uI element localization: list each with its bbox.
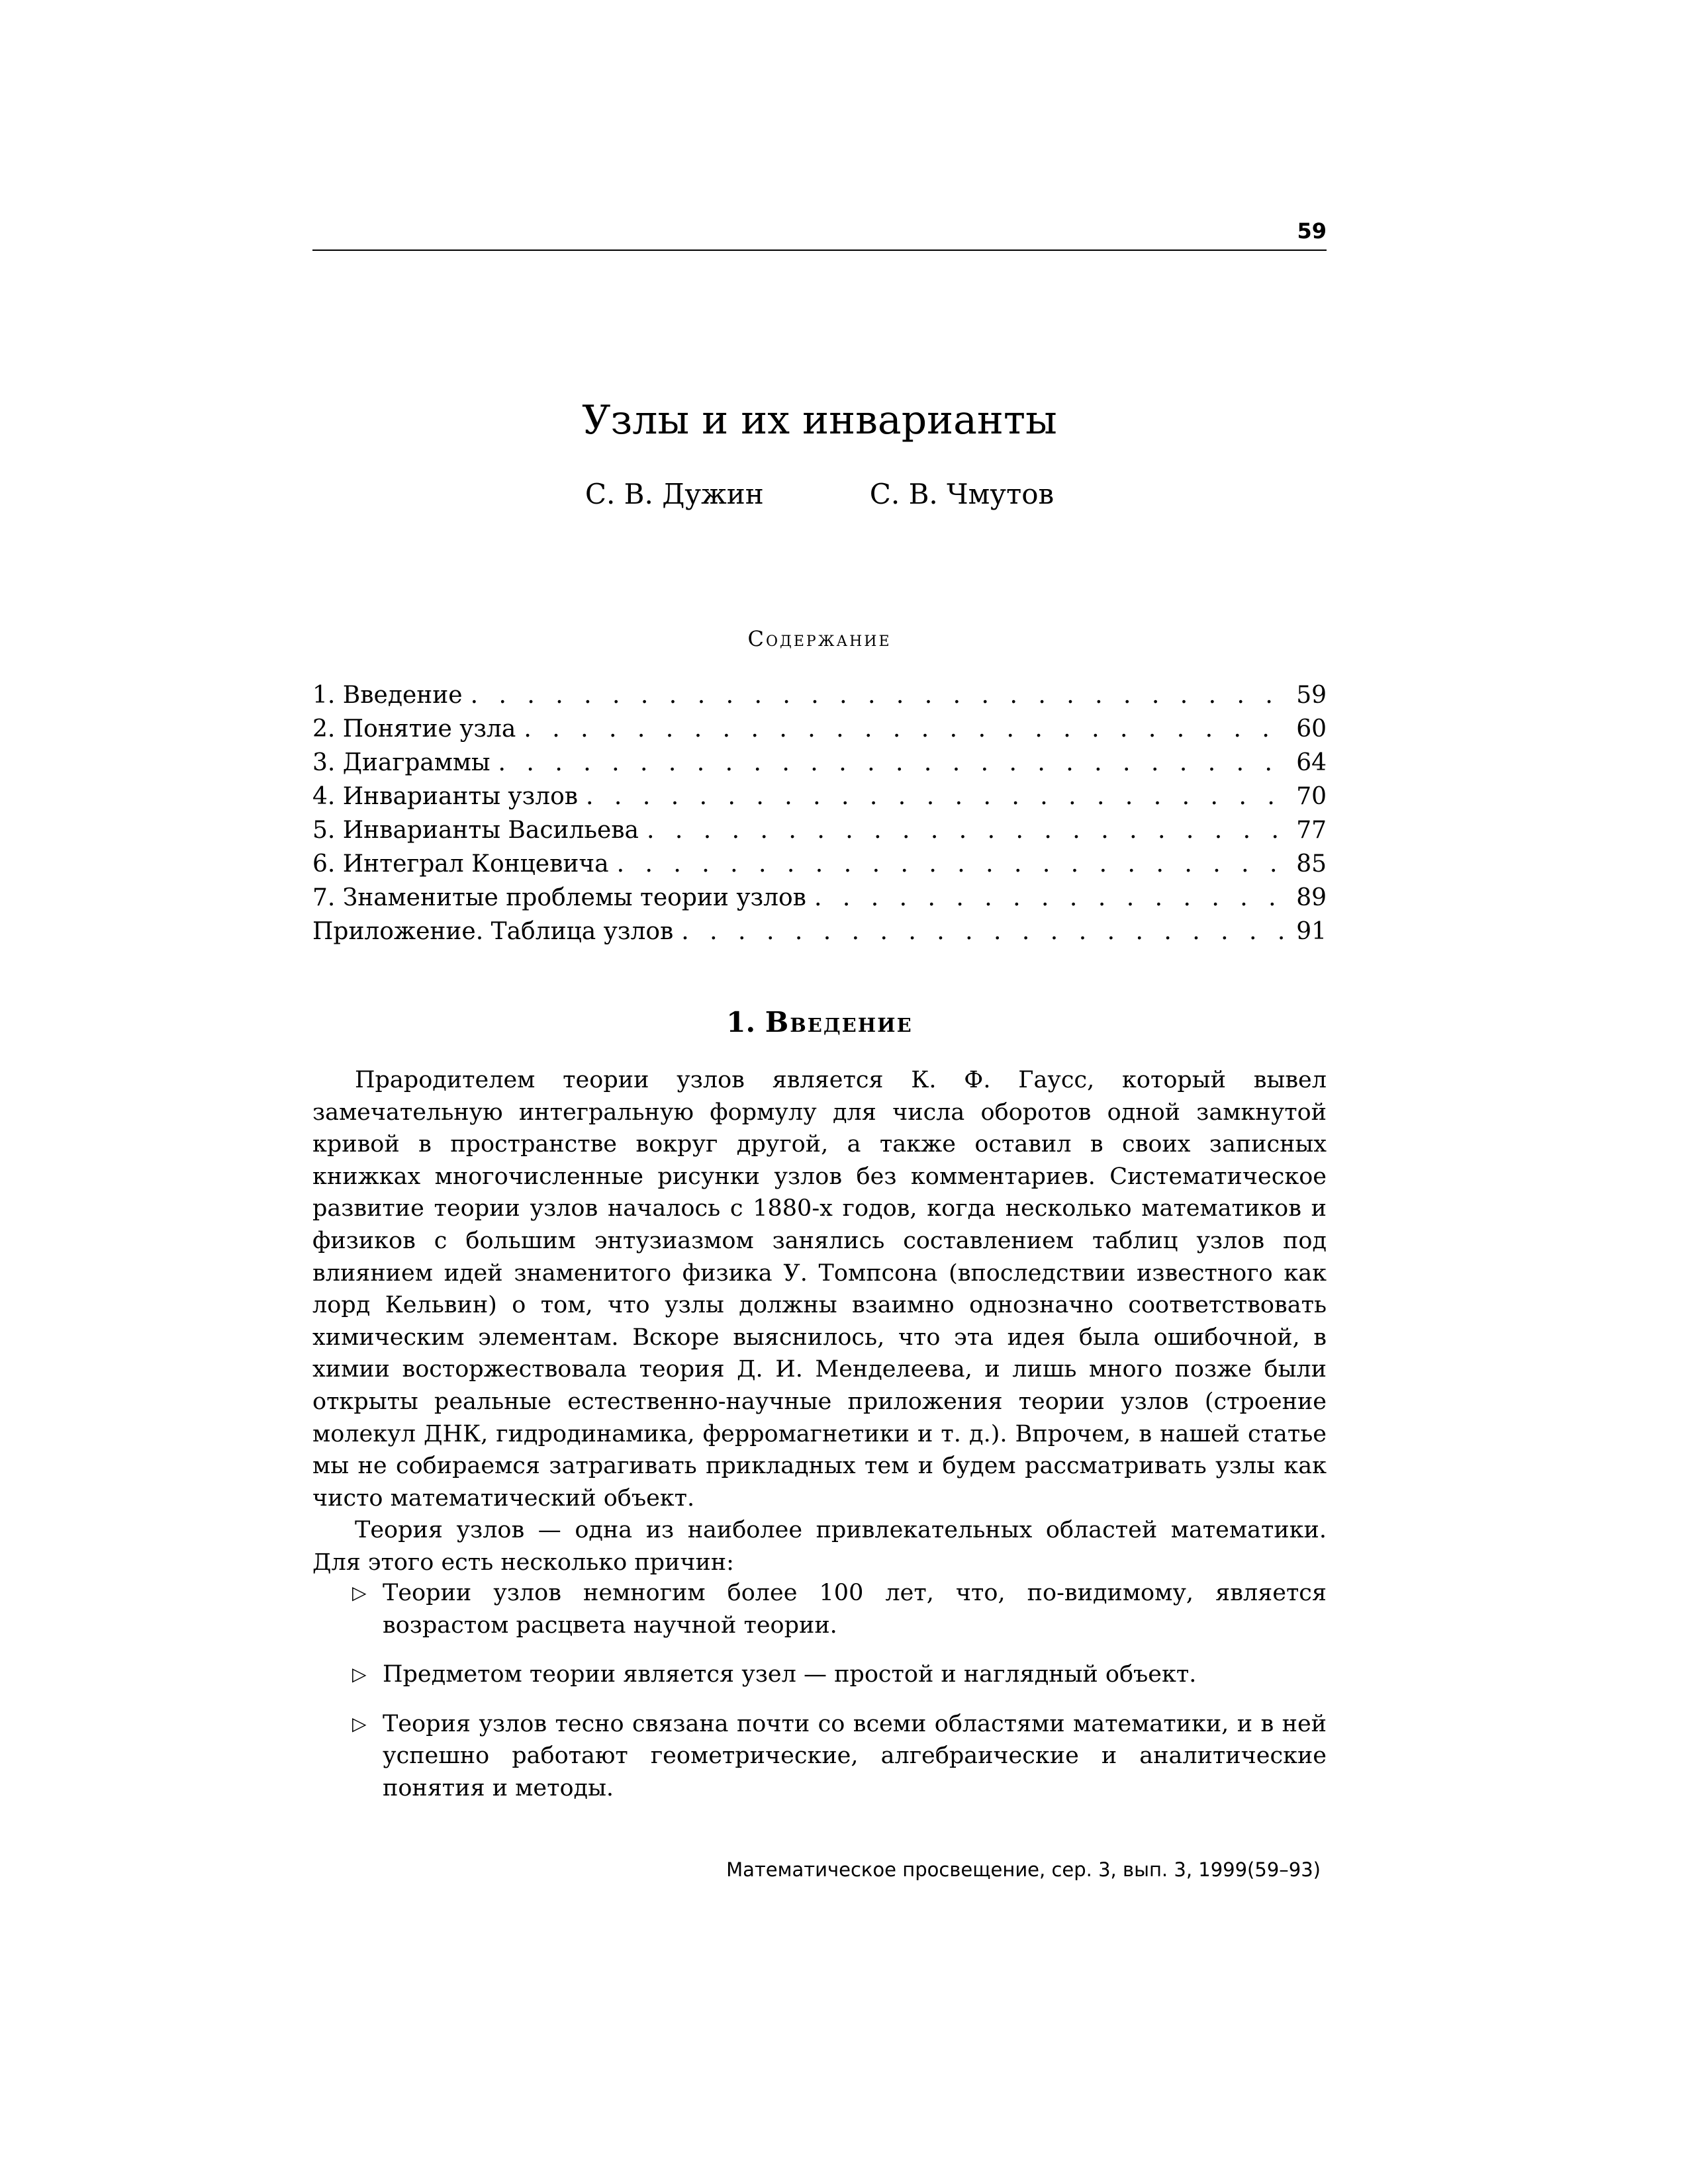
reasons-list <box>312 1577 1327 1822</box>
triangle-bullet-icon: ▷ <box>352 1712 367 1735</box>
toc-entry <box>312 715 1327 749</box>
toc-entry-label: 6. Интеграл Концевича <box>312 850 609 878</box>
section-number: 1. <box>726 1006 756 1038</box>
toc-entry-label: 1. Введение <box>312 682 463 709</box>
toc-entry-page: 70 <box>1296 783 1327 810</box>
toc-leader-dots <box>617 850 1286 878</box>
list-item <box>312 1708 1327 1805</box>
toc-entry <box>312 850 1327 884</box>
page-number: 59 <box>1297 218 1327 244</box>
triangle-bullet-icon: ▷ <box>352 1582 367 1604</box>
toc-entry-page: 85 <box>1296 850 1327 878</box>
authors <box>312 478 1327 510</box>
contents-heading: Содержание <box>747 626 892 651</box>
toc-entry <box>312 884 1327 918</box>
body-paragraph: Прародителем теории узлов является К. Ф. Гаусс, который вывел замечательную интегральную формулу для числа оборотов одной замкнутой кривой в пространстве вокруг другой, а также оставил в своих записных книжках многочисленные рисунки узлов без комментариев. Систематическое развитие теории узлов началось с 1880-х годов, когда несколько математиков и физиков с большим энтузиазмом занялись составлением таблиц узлов под влиянием идей знаменитого физика У. Томпсона (впоследствии известного как лорд Кельвин) о том, что узлы должны взаимно однозначно соответствовать химическим элементам. Вскоре выяснилось, что эта идея была ошибочной, в химии восторжествовала теория Д. И. Менделеева, и лишь много позже были открыты реальные естественно-научные приложения теории узлов (строение молекул ДНК, гидродинамика, ферромагнетики и т. д.). Впрочем, в нашей статье мы не собираемся затрагивать прикладных тем и будем рассматривать узлы как чисто математический объект. <box>312 1067 1327 1512</box>
toc-leader-dots <box>524 715 1286 743</box>
toc-leader-dots <box>647 817 1286 844</box>
body-paragraph: Теория узлов — одна из наиболее привлекательных областей математики. Для этого есть несколько причин: <box>312 1517 1327 1576</box>
toc-entry <box>312 682 1327 715</box>
toc-entry <box>312 817 1327 850</box>
toc-entry-label: 7. Знаменитые проблемы теории узлов <box>312 884 806 911</box>
header-rule <box>312 250 1327 251</box>
toc-leader-dots <box>471 682 1286 709</box>
toc-entry <box>312 749 1327 783</box>
toc-entry-label: 3. Диаграммы <box>312 749 491 776</box>
toc-entry-page: 77 <box>1296 817 1327 844</box>
toc-entry-page: 64 <box>1296 749 1327 776</box>
section-title: Введение <box>765 1006 913 1038</box>
triangle-bullet-icon: ▷ <box>352 1663 367 1686</box>
toc-leader-dots <box>586 783 1286 810</box>
section-body <box>312 1064 1327 1579</box>
list-item-text: Теория узлов тесно связана почти со всеми областями математики, и в ней успешно работают геометрические, алгебраические и аналитические понятия и методы. <box>383 1710 1327 1801</box>
toc-leader-dots <box>814 884 1286 911</box>
list-item <box>312 1659 1327 1691</box>
table-of-contents <box>312 682 1327 952</box>
toc-leader-dots <box>498 749 1286 776</box>
toc-entry-page: 59 <box>1296 682 1327 709</box>
paper-title: Узлы и их инварианты <box>582 397 1057 443</box>
list-item <box>312 1577 1327 1641</box>
toc-entry <box>312 918 1327 952</box>
author-name: С. В. Дужин <box>585 478 764 510</box>
toc-entry-label: 2. Понятие узла <box>312 715 516 743</box>
section-heading <box>312 1006 1327 1038</box>
list-item-text: Теории узлов немногим более 100 лет, что, по-видимому, является возрастом расцвета научной теории. <box>383 1580 1327 1639</box>
list-item-text: Предметом теории является узел — простой и наглядный объект. <box>383 1661 1197 1688</box>
toc-entry-page: 89 <box>1296 884 1327 911</box>
journal-citation: Математическое просвещение, сер. 3, вып. 3, 1999(59–93) <box>726 1858 1321 1881</box>
toc-entry-label: 5. Инварианты Васильева <box>312 817 639 844</box>
author-name: С. В. Чмутов <box>869 478 1055 510</box>
toc-entry-page: 60 <box>1296 715 1327 743</box>
toc-leader-dots <box>681 918 1286 945</box>
toc-entry-page: 91 <box>1296 918 1327 945</box>
toc-entry <box>312 783 1327 817</box>
toc-entry-label: 4. Инварианты узлов <box>312 783 579 810</box>
toc-entry-label: Приложение. Таблица узлов <box>312 918 674 945</box>
